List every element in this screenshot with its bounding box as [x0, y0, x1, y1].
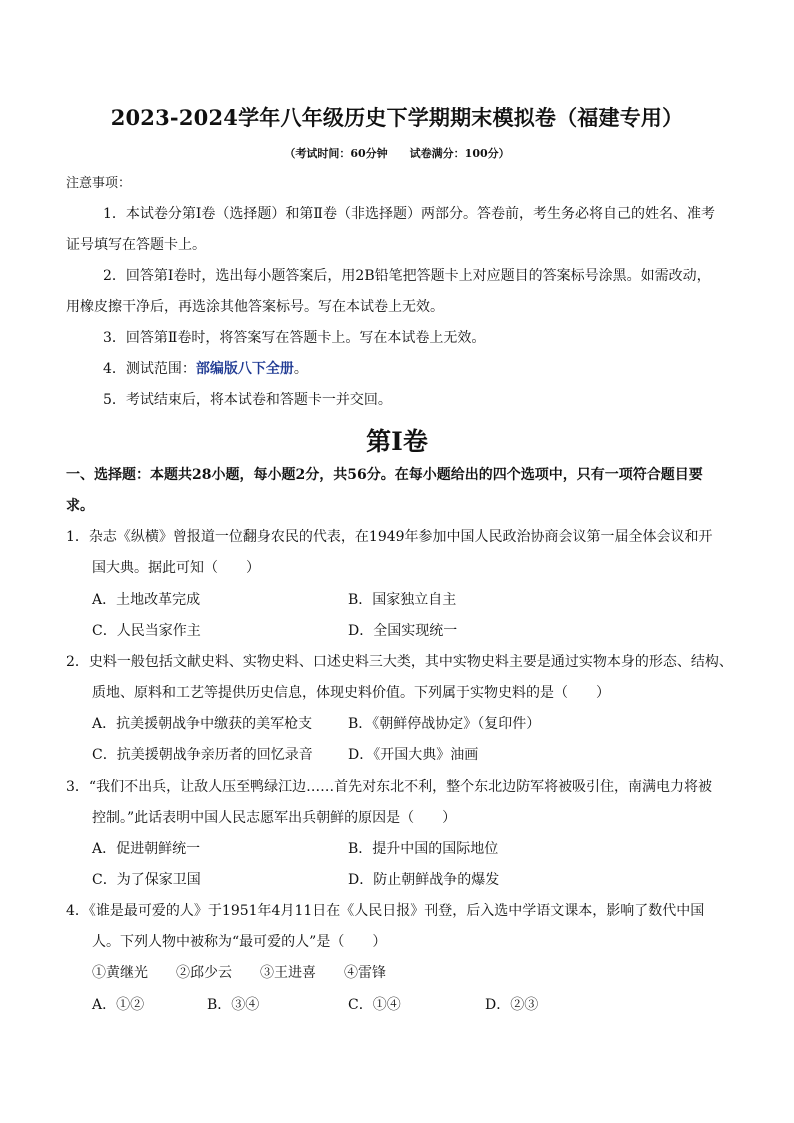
- q4-stem-line-2: 人。下列人物中被称为“最可爱的人”是（ ）: [92, 934, 387, 950]
- q1-option-d: D．全国实现统一: [348, 623, 458, 639]
- q4-stem-line-1: 4．《谁是最可爱的人》于1951年4月11日在《人民日报》刊登，后入选中学语文课本，影响了数代中国: [66, 903, 705, 919]
- q1-option-c: C．人民当家作主: [92, 623, 201, 639]
- q3-option-b: B．提升中国的国际地位: [348, 841, 499, 857]
- exam-title: 2023-2024学年八年级历史下学期期末模拟卷（福建专用）: [110, 105, 684, 130]
- q2-stem-line-1: 2．史料一般包括文献史料、实物史料、口述史料三大类，其中实物史料主要是通过实物本身的形态、结构、: [66, 654, 733, 670]
- note-5: 5．考试结束后，将本试卷和答题卡一并交回。: [103, 392, 392, 408]
- exam-subtitle: （考试时间：60分钟 试卷满分：100分）: [284, 147, 510, 160]
- test-scope: 部编版八下全册: [195, 361, 294, 377]
- q4-option-d: D．②③: [485, 997, 539, 1013]
- q2-option-c: C．抗美援朝战争亲历者的回忆录音: [92, 747, 313, 763]
- q3-stem-line-1: 3．“我们不出兵，让敌人压至鸭绿江边……首先对东北不利，整个东北边防军将被吸引住，南满电力将被: [66, 779, 713, 795]
- note-1-line-1: 1．本试卷分第Ⅰ卷（选择题）和第Ⅱ卷（非选择题）两部分。答卷前，考生务必将自己的姓名、准考: [103, 206, 715, 222]
- note-4: [103, 359, 308, 379]
- note-1-line-2: 证号填写在答题卡上。: [66, 237, 206, 253]
- q2-option-d: D．《开国大典》油画: [348, 747, 479, 763]
- notes-heading: 注意事项：: [66, 176, 132, 191]
- q3-option-a: A．促进朝鲜统一: [92, 841, 201, 857]
- q2-stem-line-2: 质地、原料和工艺等提供历史信息，体现史料价值。下列属于实物史料的是（ ）: [92, 685, 610, 701]
- q3-stem-line-2: 控制。”此话表明中国人民志愿军出兵朝鲜的原因是（ ）: [92, 810, 457, 826]
- q2-option-a: A．抗美援朝战争中缴获的美军枪支: [92, 716, 313, 732]
- q1-stem-line-1: 1．杂志《纵横》曾报道一位翻身农民的代表，在1949年参加中国人民政治协商会议第一届全体会议和开: [66, 529, 713, 545]
- note-2-line-1: 2．回答第Ⅰ卷时，选出每小题答案后，用2B铅笔把答题卡上对应题目的答案标号涂黑。如需改动，: [103, 268, 711, 284]
- q3-option-c: C．为了保家卫国: [92, 872, 201, 888]
- q4-option-a: A．①②: [92, 997, 145, 1013]
- note-3: 3．回答第Ⅱ卷时，将答案写在答题卡上。写在本试卷上无效。: [103, 330, 486, 346]
- q4-option-b: B．③④: [207, 997, 260, 1013]
- instructions-line-2: 求。: [66, 498, 94, 514]
- q4-option-c: C．①④: [348, 997, 401, 1013]
- q1-stem-line-2: 国大典。据此可知（ ）: [92, 560, 260, 576]
- q3-option-d: D．防止朝鲜战争的爆发: [348, 872, 500, 888]
- note-4-prefix: 4．测试范围：: [103, 361, 196, 377]
- instructions-line-1: 一、选择题：本题共28小题，每小题2分，共56分。在每小题给出的四个选项中，只有一项符合题目要: [66, 467, 703, 483]
- q1-option-a: A．土地改革完成: [92, 592, 201, 608]
- q1-option-b: B．国家独立自主: [348, 592, 457, 608]
- section-title: 第Ⅰ卷: [366, 427, 428, 456]
- q2-option-b: B．《朝鲜停战协定》（复印件）: [348, 716, 541, 732]
- note-4-suffix: 。: [293, 361, 308, 377]
- q4-people-list: ①黄继光 ②邱少云 ③王进喜 ④雷锋: [92, 965, 386, 981]
- note-2-line-2: 用橡皮擦干净后，再选涂其他答案标号。写在本试卷上无效。: [66, 299, 444, 315]
